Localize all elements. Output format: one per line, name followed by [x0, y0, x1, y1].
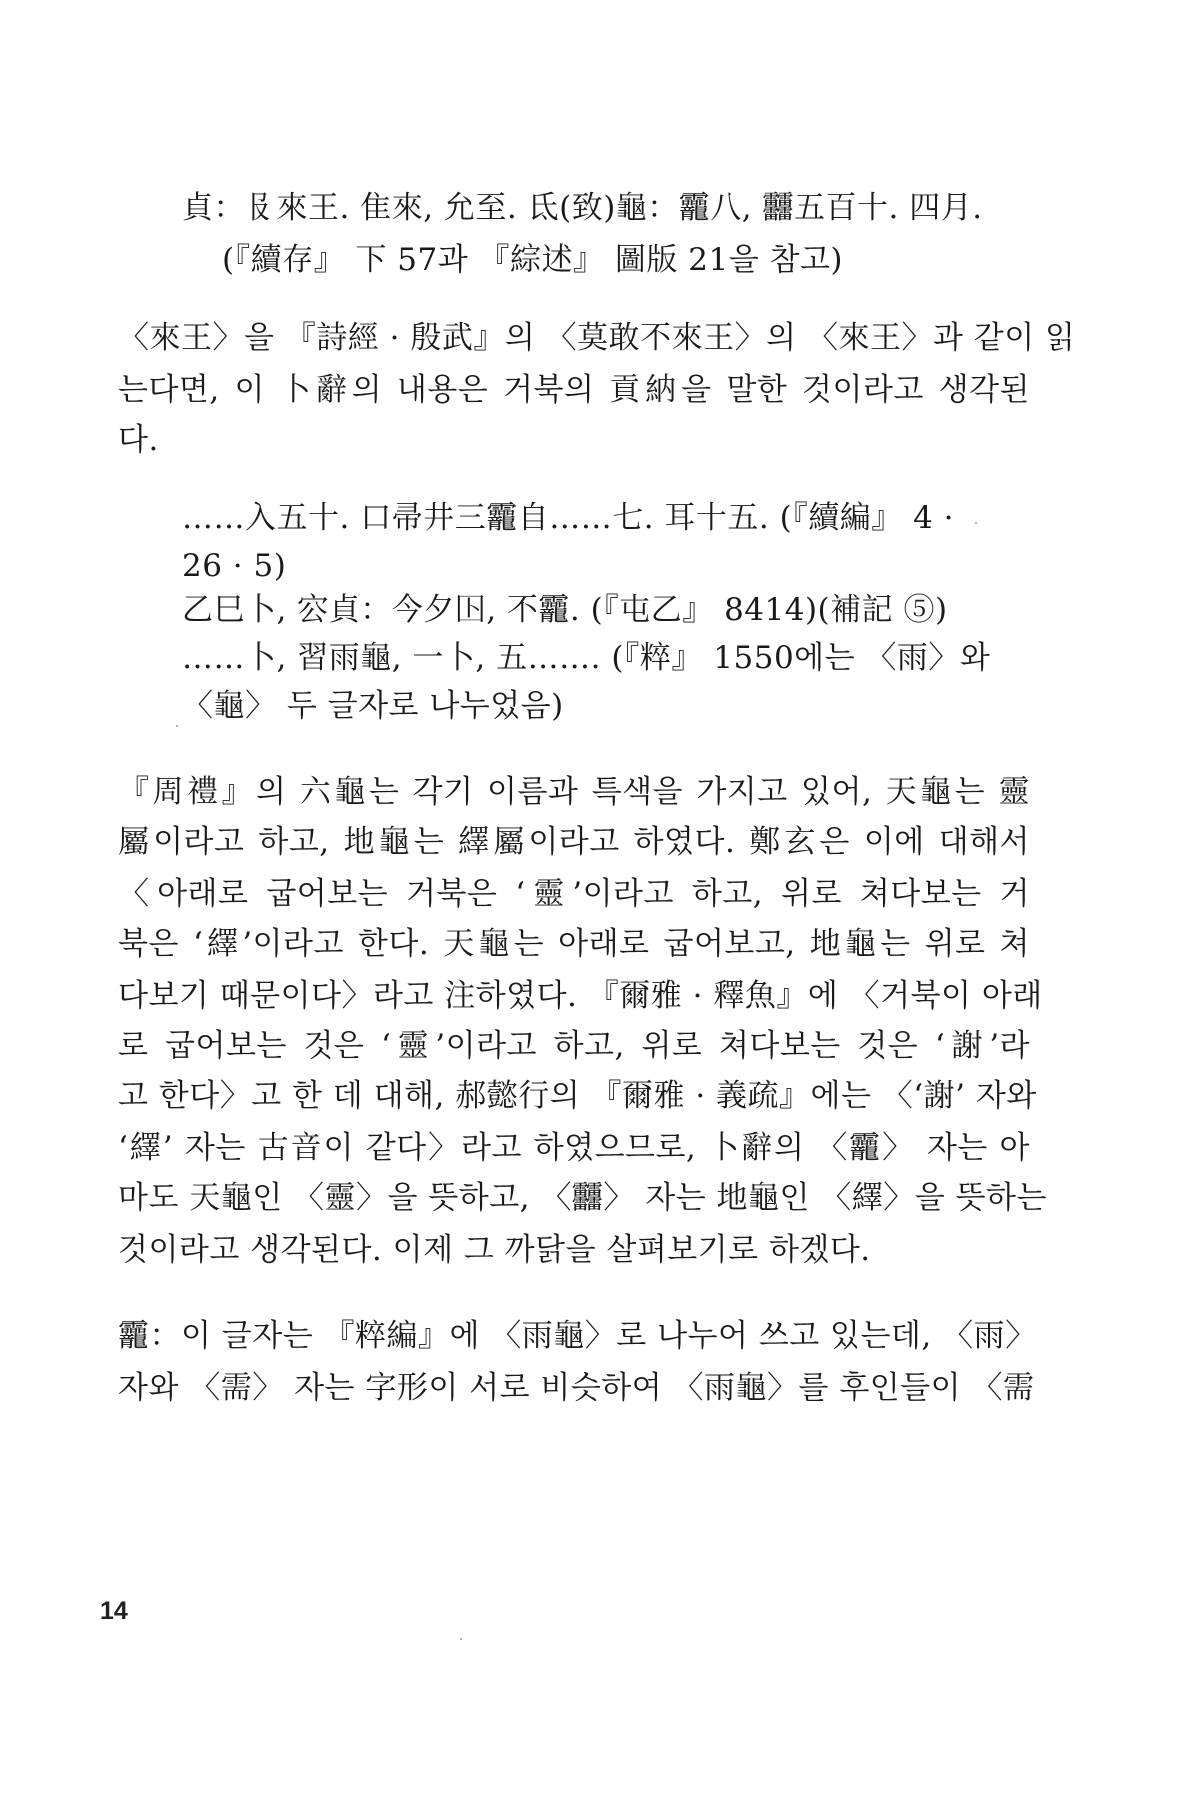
body-text-line: 북은 ‘繹’이라고 한다. 天龜는 아래로 굽어보고, 地龜는 위로 쳐	[118, 926, 1030, 962]
body-text-line: 龗：이 글자는 『粹編』에 〈雨龜〉로 나누어 쓰고 있는데, 〈雨〉	[118, 1318, 1037, 1354]
quote-inscription-line: ……卜, 習雨龜, 一卜, 五……. (『粹』 1550에는 〈雨〉와	[182, 640, 991, 676]
quote-inscription-line: 貞：𠬝來王. 隹來, 允至. 氐(致)龜：龗八, 䨻五百十. 四月.	[182, 190, 983, 226]
scan-speck	[460, 1638, 462, 1640]
body-text-line: 는다면, 이 卜辭의 내용은 거북의 貢納을 말한 것이라고 생각된	[118, 372, 1030, 408]
quote-inscription-line: 乙巳卜, 㝐貞：今夕𡆥, 不龗. (『屯乙』 8414)(補記 ⑤)	[182, 592, 948, 628]
body-text-line: 다보기 때문이다〉라고 注하였다. 『爾雅 · 釋魚』에 〈거북이 아래	[118, 978, 1043, 1014]
body-text-line: 마도 天龜인 〈靈〉을 뜻하고, 〈䨻〉 자는 地龜인 〈繹〉을 뜻하는	[118, 1180, 1047, 1216]
body-text-line: 다.	[118, 422, 159, 458]
quote-inscription-line: 26 · 5)	[182, 548, 287, 584]
scan-speck	[975, 522, 977, 524]
body-text-line: 〈아래로 굽어보는 거북은 ‘靈’이라고 하고, 위로 쳐다보는 거	[118, 876, 1030, 912]
body-text-line: 『周禮』의 六龜는 각기 이름과 특색을 가지고 있어, 天龜는 靈	[118, 774, 1030, 810]
quote-inscription-line: 〈龜〉 두 글자로 나누었음)	[182, 688, 564, 724]
body-text-line: 로 굽어보는 것은 ‘靈’이라고 하고, 위로 쳐다보는 것은 ‘謝’라	[118, 1028, 1030, 1064]
body-text-line: 것이라고 생각된다. 이제 그 까닭을 살펴보기로 하겠다.	[118, 1232, 871, 1268]
body-text-line: 자와 〈需〉 자는 字形이 서로 비슷하여 〈雨龜〉를 후인들이 〈需	[118, 1370, 1035, 1406]
body-text-line: ‘繹’ 자는 古音이 같다〉라고 하였으므로, 卜辭의 〈龗〉 자는 아	[118, 1130, 1030, 1166]
quote-citation-line: (『續存』 下 57과 『綜述』 圖版 21을 참고)	[222, 242, 843, 278]
body-text-line: 〈來王〉을 『詩經 · 殷武』의 〈莫敢不來王〉의 〈來王〉과 같이 읽	[118, 320, 1076, 356]
scan-speck	[176, 725, 178, 727]
quote-inscription-line: ……入五十. 口帚井三龗自……七. 耳十五. (『續編』 4 ·	[182, 500, 955, 536]
page-number: 14	[100, 1597, 128, 1625]
body-text-line: 屬이라고 하고, 地龜는 繹屬이라고 하였다. 鄭玄은 이에 대해서	[118, 824, 1030, 860]
body-text-line: 고 한다〉고 한 데 대해, 郝懿行의 『爾雅 · 義疏』에는 〈‘謝’ 자와	[118, 1078, 1037, 1114]
